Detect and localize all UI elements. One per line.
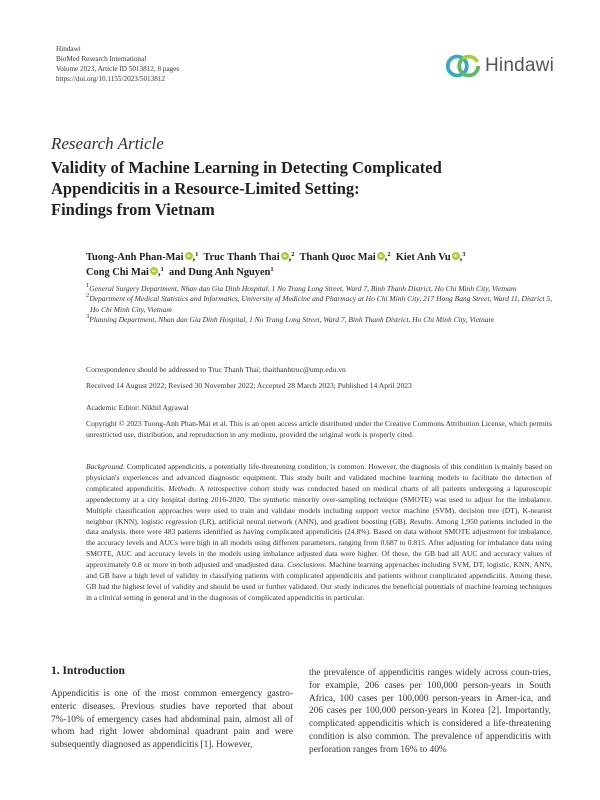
affiliation-marker: 3	[462, 251, 466, 258]
logo-text: Hindawi	[485, 55, 554, 76]
author-name[interactable]: Truc Thanh Thai	[203, 252, 280, 263]
affiliation-marker: 1	[195, 251, 199, 258]
journal-name: BioMed Research International	[56, 55, 147, 63]
authors-and: and	[169, 267, 186, 278]
affiliation-marker: 2	[387, 251, 391, 258]
author-name[interactable]: Thanh Quoc Mai	[299, 252, 376, 263]
hindawi-logo	[444, 48, 556, 84]
author-name[interactable]: Kiet Anh Vu	[395, 252, 451, 263]
title-line: Validity of Machine Learning in Detecting Complicated	[51, 158, 442, 177]
title-line: Findings from Vietnam	[51, 200, 215, 219]
copyright-notice: Copyright © 2023 Tuong-Anh Phan-Mai et al. This is an open access article distributed under the Creative Commons Attribution License, which permits unrestricted use, distribution, and reproduction in any medium, provided the original work is properly cited.	[86, 419, 552, 439]
orcid-icon[interactable]	[185, 252, 193, 260]
correspondence: Correspondence should be addressed to Truc Thanh Thai; thaithanhtruc@ump.edu.vn	[86, 365, 346, 374]
affiliations	[86, 284, 552, 326]
abstract-results: Among 1,950 patients included in the data analysis, there were 483 patients identified as having complicated appendicitis (24.8%). Based on data without SMOTE adjustment for imbalance, the accuracy levels and AUCs were high in all models using different parameters, ranging from 0.687 to 0.815. After adjusting for imbalance data using SMOTE, AUC and accuracy levels in the models using imbalance adjusted data were higher. Of these, the GB had all AUC and accuracy values of approximately 0.8 or more in both adjusted and unadjusted data.	[86, 516, 553, 570]
title-line: Appendicitis in a Resource-Limited Setting:	[51, 179, 360, 198]
intro-left-column: Appendicitis is one of the most common emergency gastro-enteric diseases. Previous studies have reported that about 7%-10% of emergency cases had abdominal pain, almost all of whom had right lower abdominal quadrant pain and were subsequently diagnosed as appendicitis [1]. However,	[51, 689, 293, 751]
affiliation-marker: 2	[291, 251, 295, 258]
affiliation-number: 1	[86, 282, 90, 289]
hindawi-logo-icon	[444, 51, 482, 81]
doi-link[interactable]: https://doi.org/10.1155/2023/5013812	[56, 75, 166, 83]
orcid-icon[interactable]	[150, 267, 158, 275]
abstract-results-label: Results.	[409, 516, 434, 526]
orcid-icon[interactable]	[281, 252, 289, 260]
author-list: Tuong-Anh Phan-MaiiD ,$^1$ Truc Thanh ThaiiD ,$^2$ Thanh Quoc MaiiD ,$^2$ Kiet Anh VuiD ,$^3$ Cong Chi MaiiD ,$^1$ and Dung Anh Nguyen$^1$	[86, 250, 556, 280]
article-title	[51, 157, 551, 220]
abstract-methods: A retrospective cohort study was conducted based on medical charts of all patients undergoing a laparoscopic appendectomy at a city hospital during 2016-2020. The synthetic minority over-sampling technique (SMOTE) was used to adjust for the imbalance. Multiple classification approaches were used to train and validate models including support vector machine (SVM), decision tree (DT), K-nearest neighbor (KNN), logistic regression (LR), artificial neural network (ANN), and gradient boosting (GB).	[86, 483, 552, 526]
article-meta	[56, 44, 179, 84]
article-type: Research Article	[51, 134, 164, 153]
orcid-icon[interactable]	[377, 252, 385, 260]
affiliation-text: Planning Department, Nhan dan Gia Dinh Hospital, 1 No Trang Long Street, Ward 7, Binh Thanh District, Ho Chi Minh City, Vietnam	[89, 315, 494, 325]
affiliation-item	[86, 284, 552, 294]
abstract-conclusions: Machine learning approaches including SVM, DT, logistic, KNN, ANN, and GB have a high level of validity in classifying patients with complicated appendicitis and patients without complicated appendicitis. Among these, GB had the highest level of validity and should be used or further validated. Our study indicates the beneficial potentials of machine learning techniques in a clinical setting in general and in the diagnosis of complicated appendicitis in particular.	[86, 560, 552, 602]
intro-right-column: the prevalence of appendicitis ranges widely across coun-tries, for example, 206 cases per 100,000 person-years in South Africa, 100 cases per 100,000 person-years in Amer-ica, and 206 cases per 100,000 person-years in Korea [2]. Importantly, complicated appendicitis which is considered a life-threatening condition is also common. The prevalence of appendicitis with perforation ranges from 16% to 40%	[309, 668, 551, 755]
academic-editor: Academic Editor: Nikhil Agrawal	[86, 403, 189, 412]
publisher-name: Hindawi	[56, 45, 81, 53]
orcid-icon[interactable]	[452, 252, 460, 260]
abstract-background-label: Background.	[86, 462, 125, 471]
affiliation-number: 3	[86, 313, 90, 321]
section-heading: 1. Introduction	[51, 665, 125, 677]
affiliation-text: Department of Medical Statistics and Informatics, University of Medicine and Pharmacy at Ho Chi Minh City, 217 Hong Bang Street, Ward 11, District 5, Ho Chi Minh City, Vietnam	[89, 294, 552, 314]
affiliation-item	[86, 315, 552, 325]
abstract-conclusions-label: Conclusions.	[287, 560, 327, 570]
publication-dates: Received 14 August 2022; Revised 30 November 2022; Accepted 28 March 2023; Published 14 April 2023	[86, 381, 412, 390]
affiliation-number: 2	[86, 292, 90, 300]
affiliation-text: General Surgery Department, Nhan dan Gia Dinh Hospital, 1 No Trang Long Street, Ward 7, Binh Thanh District, Ho Chi Minh City, Vietnam	[89, 284, 517, 293]
abstract	[86, 462, 552, 604]
author-name[interactable]: Cong Chi Mai	[86, 267, 149, 278]
abstract-methods-label: Methods.	[168, 483, 197, 493]
abstract-background: Complicated appendicitis, a potentially life-threatening condition, is common. However, the diagnosis of this condition is mainly based on physician's experiences and advanced diagnostic equipment. This study built and validated machine learning models to facilitate the detection of complicated appendicitis.	[86, 462, 552, 493]
affiliation-item	[86, 294, 552, 315]
affiliation-marker: 1	[270, 266, 274, 273]
volume-line: Volume 2023, Article ID 5013812, 8 pages	[56, 65, 180, 73]
author-name[interactable]: Tuong-Anh Phan-Mai	[86, 252, 184, 263]
author-name[interactable]: Dung Anh Nguyen	[188, 267, 271, 278]
affiliation-marker: 1	[160, 266, 164, 273]
